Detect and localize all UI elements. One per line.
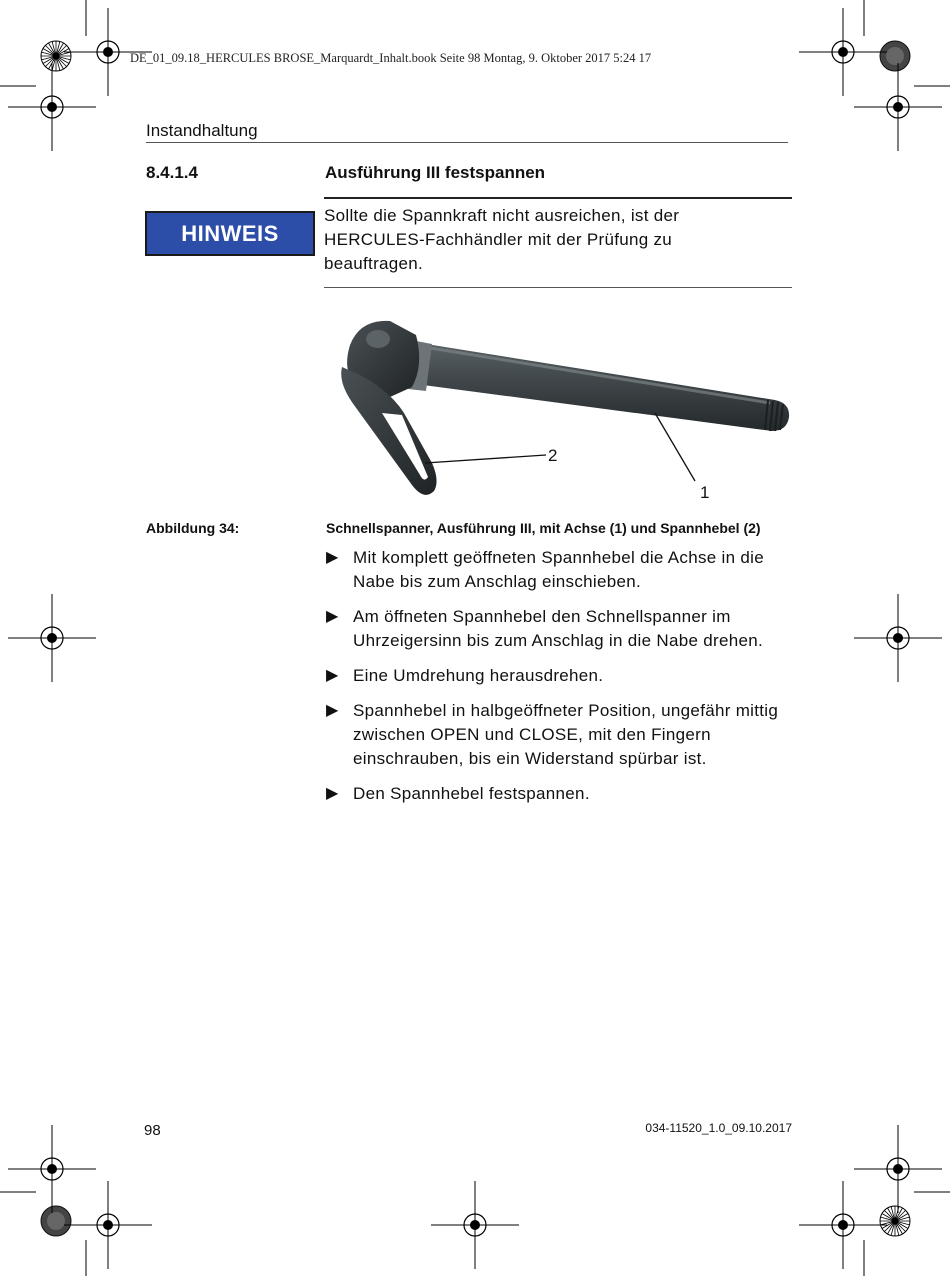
section-number: 8.4.1.4: [146, 163, 198, 182]
bullet-arrow-icon: ▶: [326, 785, 339, 802]
title-rule: [324, 197, 792, 199]
step-text: Den Spannhebel festspannen.: [353, 784, 590, 803]
notice-rule: [324, 287, 792, 288]
step-text: Spannhebel in halbgeöffneter Position, ungefähr mittig zwischen OPEN und CLOSE, mit den Fingern einschrauben, bis ein Widerstand spürbar ist.: [353, 701, 779, 768]
bullet-arrow-icon: ▶: [326, 667, 339, 684]
callout-line-2: [425, 455, 546, 463]
page-number: 98: [144, 1122, 161, 1139]
section-title: Ausführung III festspannen: [325, 163, 546, 182]
step-text: Mit komplett geöffneten Spannhebel die Achse in die Nabe bis zum Anschlag einschieben.: [353, 548, 764, 591]
axle-shaft: [408, 343, 789, 431]
callout-1: 1: [700, 483, 710, 502]
bullet-arrow-icon: ▶: [326, 608, 339, 625]
notice-text: Sollte die Spannkraft nicht ausreichen, ist der HERCULES-Fachhändler mit der Prüfung zu beauftragen.: [324, 206, 680, 273]
document-id: 034-11520_1.0_09.10.2017: [645, 1121, 792, 1135]
step-text: Am öffneten Spannhebel den Schnellspanner im Uhrzeigersinn bis zum Anschlag in die Nabe drehen.: [353, 607, 764, 650]
instruction-list: [326, 546, 796, 817]
bullet-arrow-icon: ▶: [326, 549, 339, 566]
print-slug: DE_01_09.18_HERCULES BROSE_Marquardt_Inhalt.book Seite 98 Montag, 9. Oktober 2017 5:24 17: [130, 51, 652, 65]
instruction-step: [326, 782, 796, 806]
header-rule: [146, 142, 788, 143]
step-text: Eine Umdrehung herausdrehen.: [353, 666, 604, 685]
bullet-arrow-icon: ▶: [326, 702, 339, 719]
callout-2: 2: [548, 446, 558, 465]
instruction-step: [326, 605, 796, 653]
callout-line-1: [655, 413, 695, 481]
notice-label: HINWEIS: [181, 220, 279, 246]
quick-release-figure: [320, 305, 795, 505]
instruction-step: [326, 699, 796, 771]
instruction-step: [326, 664, 796, 688]
figure-caption-label: Abbildung 34:: [146, 520, 240, 536]
figure-caption-text: Schnellspanner, Ausführung III, mit Achse (1) und Spannhebel (2): [326, 520, 761, 536]
running-header: Instandhaltung: [146, 121, 258, 140]
notice-badge: [145, 211, 315, 256]
instruction-step: [326, 546, 796, 594]
